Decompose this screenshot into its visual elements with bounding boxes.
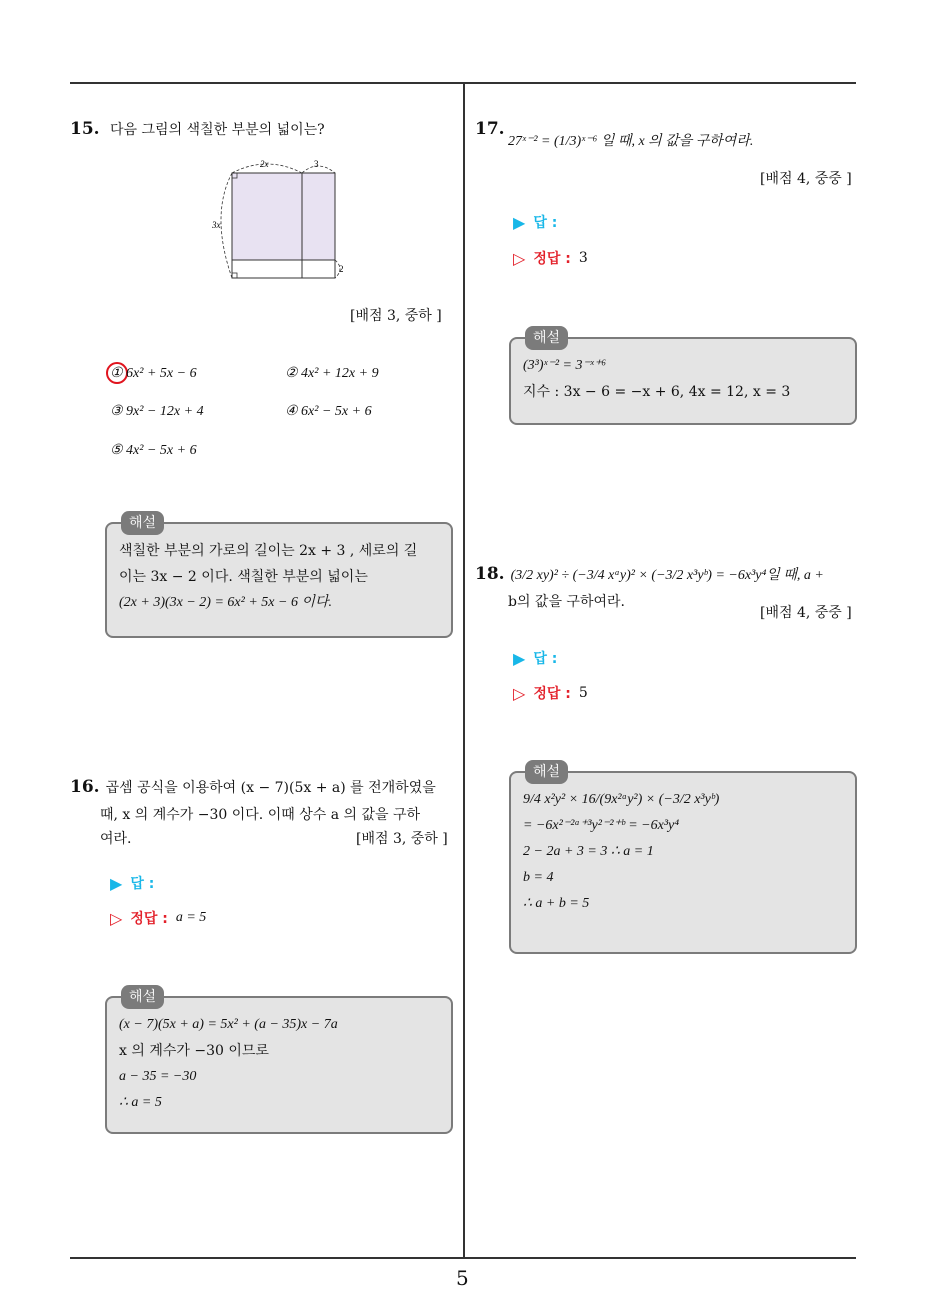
- q15-choice-2[interactable]: ② 4x² + 12x + 9: [285, 366, 379, 381]
- q15-explanation-box: [105, 515, 453, 638]
- answer-label: 답 :: [533, 651, 558, 667]
- q18-score: [배점 4, 중중 ]: [760, 605, 852, 621]
- q17-explain-line: 지수 : 3x − 6 = −x + 6, 4x = 12, x = 3: [523, 384, 791, 400]
- q15-explain-tag: 해설: [121, 511, 164, 535]
- q16-explanation-box: [105, 989, 453, 1134]
- fig-label-top-a: 2x: [260, 159, 269, 169]
- q18-explain-line: 9/4 x²y² × 16/(9x²ᵃy²) × (−3/2 x³yᵇ): [523, 792, 720, 807]
- q16-score: [배점 3, 중하 ]: [356, 831, 448, 847]
- q18-answer-row[interactable]: [513, 648, 557, 668]
- q17-answer-row[interactable]: [513, 212, 557, 232]
- q17-score: [배점 4, 중중 ]: [760, 171, 852, 187]
- q16-text-line: 여라.: [100, 831, 132, 848]
- correct-label: 정답 :: [130, 911, 168, 927]
- q18-explain-line: ∴ a + b = 5: [523, 896, 590, 911]
- play-outline-icon: ▷: [513, 248, 526, 268]
- q16-text-line: 때, x 의 계수가 −30 이다. 이때 상수 a 의 값을 구하: [100, 806, 421, 823]
- q16-number: 16.: [70, 777, 100, 797]
- q18-explain-tag: 해설: [525, 760, 568, 784]
- q15-explain-line: (2x + 3)(3x − 2) = 6x² + 5x − 6 이다.: [119, 595, 332, 610]
- unshaded-strip: [232, 260, 335, 278]
- fig-label-top-b: 3: [314, 159, 319, 169]
- q17-explain-tag: 해설: [525, 326, 568, 350]
- column-divider: [463, 82, 465, 1258]
- bottom-rule: [70, 1257, 856, 1259]
- play-icon: ▶: [513, 212, 526, 232]
- q15-explain-line: 색칠한 부분의 가로의 길이는 2x + 3 , 세로의 길: [119, 543, 418, 559]
- fig-label-right: 2: [339, 264, 344, 274]
- q16-explain-tag: 해설: [121, 985, 164, 1009]
- q15-figure: [205, 155, 365, 285]
- play-icon: ▶: [110, 873, 123, 893]
- q17-explanation-box: [509, 330, 857, 425]
- q18-explain-line: 2 − 2a + 3 = 3 ∴ a = 1: [523, 844, 654, 859]
- q17-correct-value: 3: [578, 250, 588, 266]
- q16-answer-row[interactable]: [110, 873, 154, 893]
- q16-correct-value: a = 5: [175, 910, 207, 925]
- q17-number: 17.: [475, 119, 505, 139]
- correct-label: 정답 :: [533, 251, 571, 267]
- q17-text: 27ˣ⁻² = (1/3)ˣ⁻⁶ 일 때, x 의 값을 구하여라.: [508, 134, 754, 149]
- q18-text-line: (3/2 xy)² ÷ (−3/4 xᵃy)² × (−3/2 x³yᵇ) = −6x³y⁴일 때, a +: [510, 568, 824, 583]
- play-icon: ▶: [513, 648, 526, 668]
- q16-explain-line: (x − 7)(5x + a) = 5x² + (a − 35)x − 7a: [119, 1017, 338, 1032]
- q15-score: [배점 3, 중하 ]: [350, 308, 442, 324]
- q15-choice-4[interactable]: ④ 6x² − 5x + 6: [285, 404, 372, 419]
- q18-explain-line: = −6x²⁻²ᵃ⁺³y²⁻²⁺ᵇ = −6x³y⁴: [523, 818, 680, 833]
- shaded-region: [232, 173, 335, 260]
- q16-explain-line: a − 35 = −30: [119, 1069, 197, 1084]
- q16-explain-line: ∴ a = 5: [119, 1095, 162, 1110]
- q15-choice-5[interactable]: ⑤ 4x² − 5x + 6: [110, 443, 197, 458]
- fig-label-left: 3x: [212, 220, 221, 230]
- page-number: 5: [456, 1266, 469, 1290]
- q15-choice-1[interactable]: ① 6x² + 5x − 6: [110, 366, 197, 381]
- play-outline-icon: ▷: [110, 908, 123, 928]
- q15-choice-3[interactable]: ③ 9x² − 12x + 4: [110, 404, 204, 419]
- q15-number: 15.: [70, 119, 100, 139]
- q16-explain-line: x 의 계수가 −30 이므로: [119, 1043, 269, 1059]
- q18-number: 18.: [475, 564, 505, 584]
- q16-correct-row: [110, 908, 206, 928]
- q17-question: [475, 115, 511, 145]
- q18-explanation-box: [509, 764, 857, 954]
- q15-explain-line: 이는 3x − 2 이다. 색칠한 부분의 넓이는: [119, 569, 368, 585]
- q17-explain-line: (3³)ˣ⁻² = 3⁻ˣ⁺⁶: [523, 358, 607, 373]
- answer-label: 답 :: [533, 215, 558, 231]
- q15-question: [70, 115, 325, 145]
- correct-label: 정답 :: [533, 686, 571, 702]
- q17-correct-row: [513, 248, 588, 268]
- q16-text-line: 곱셈 공식을 이용하여 (x − 7)(5x + a) 를 전개하였을: [105, 780, 436, 796]
- q18-explain-line: b = 4: [523, 870, 554, 885]
- q18-text-line: b의 값을 구하여라.: [508, 593, 625, 610]
- answer-label: 답 :: [130, 876, 155, 892]
- q18-correct-row: [513, 683, 588, 703]
- play-outline-icon: ▷: [513, 683, 526, 703]
- q18-correct-value: 5: [578, 685, 588, 701]
- q15-text: 다음 그림의 색칠한 부분의 넓이는?: [110, 122, 325, 138]
